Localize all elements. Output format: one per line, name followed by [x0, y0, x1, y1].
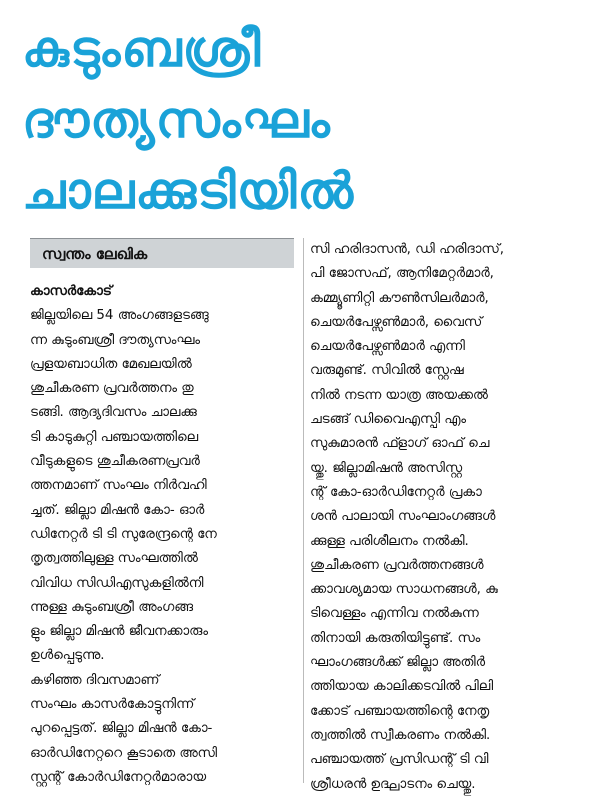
text-line: ചെയർപേഴ്സൺമാർ എന്നി: [310, 339, 465, 355]
text-line: ക്കാവശ്യമായ സാധനങ്ങൾ, കു: [310, 582, 498, 598]
article-column-left: [30, 238, 298, 790]
text-line: തിനായി കരുതിയിട്ടുണ്ട്. സം: [310, 630, 481, 646]
text-line: ത്വത്തിൽ സ്വീകരണം നൽകി.: [310, 727, 491, 743]
text-line: ചെയർപേഴ്സൺമാർ, വൈസ്: [310, 314, 483, 330]
text-line: ളും ജില്ലാ മിഷൻ ജീവനക്കാരും: [30, 624, 208, 640]
text-line: ന്നുള്ള കുടുംബശ്രീ അംഗങ്ങ: [30, 599, 193, 615]
byline: സ്വന്തം ലേഖിക: [30, 238, 294, 268]
headline-line-3: ചാലക്കുടിയിൽ: [22, 162, 355, 220]
article-column-right: [310, 238, 590, 797]
text-line: പുറപ്പെട്ടത്. ജില്ലാ മിഷൻ കോ-: [30, 721, 213, 737]
headline-line-1: കുടുംബശ്രീ: [22, 20, 262, 78]
column-divider: [303, 238, 304, 783]
text-line: ജില്ലയിലെ 54 അംഗങ്ങളടങ്ങു: [30, 308, 209, 324]
text-line: സംഘം കാസർകോട്ടുനിന്ന്: [30, 697, 195, 713]
text-line: വിവിധ സിഡിഎസുകളിൽനി: [30, 575, 204, 591]
text-line: ശുചീകരണ പ്രവർത്തനങ്ങൾ: [310, 557, 484, 573]
text-line: സ്റ്റന്റ് കോർഡിനേറ്റർമാരായ: [30, 769, 207, 785]
headline: [22, 14, 592, 227]
text-line: തൃത്വത്തിലുള്ള സംഘത്തിൽ: [30, 551, 198, 567]
left-column-text: [30, 304, 298, 790]
text-line: കഴിഞ്ഞ ദിവസമാണ്: [30, 672, 160, 688]
text-line: ടിവെള്ളം എന്നിവ നൽകുന്ന: [310, 606, 479, 622]
text-line: പി ജോസഫ്, ആനിമേറ്റർമാർ,: [310, 266, 494, 282]
right-column-text: [310, 238, 590, 797]
text-line: ക്കോട് പഞ്ചായത്തിന്റെ നേതൃ: [310, 703, 490, 719]
text-line: പ്രളയബാധിത മേഖലയിൽ: [30, 356, 192, 372]
text-line: ത്തനമാണ് സംഘം നിർവഹി: [30, 478, 207, 494]
text-line: ച്ചത്. ജില്ലാ മിഷൻ കോ- ഓർ: [30, 502, 205, 518]
text-line: ശുചീകരണ പ്രവർത്തനം തു: [30, 381, 194, 397]
text-line: ടി കാടുകുറ്റി പഞ്ചായത്തിലെ: [30, 429, 199, 445]
text-line: ശ്രീധരൻ ഉദ്ഘാടനം ചെയ്തു.: [310, 776, 476, 792]
text-line: ഘാംഗങ്ങൾക്ക് ജില്ലാ അതിർ: [310, 655, 485, 671]
text-line: യ്തു. ജില്ലാമിഷൻ അസിസ്റ്റ: [310, 460, 463, 476]
text-line: ശൻ പാലായി സംഘാംഗങ്ങൾ: [310, 509, 496, 525]
dateline: കാസർകോട്: [30, 284, 112, 299]
text-line: ഉൾപ്പെടുന്നു.: [30, 648, 105, 664]
text-line: ചടങ്ങ് ഡിവൈഎസ്പി എം: [310, 412, 466, 428]
text-line: വീടുകളുടെ ശുചീകരണപ്രവർ: [30, 454, 200, 470]
text-line: നിൽ നടന്ന യാത്ര അയക്കൽ: [310, 387, 488, 403]
text-line: ക്കുള്ള പരിശീലനം നൽകി.: [310, 533, 469, 549]
text-line: ടങ്ങി. ആദ്യദിവസം ചാലക്കു: [30, 405, 197, 421]
text-line: പഞ്ചായത്ത് പ്രസിഡന്റ് ടി വി: [310, 752, 489, 768]
headline-line-2: ദൗത്യസംഘം: [22, 91, 331, 149]
text-line: വരുമുണ്ട്. സിവിൽ സ്റ്റേഷ: [310, 363, 464, 379]
text-line: ഓർഡിനേറ്ററെ കൂടാതെ അസി: [30, 745, 218, 761]
text-line: ഡിനേറ്റർ ടി ടി സുരേന്ദ്രന്റെ നേ: [30, 526, 217, 542]
text-line: ന്ന കുടുംബശ്രീ ദൗത്യസംഘം: [30, 332, 201, 348]
text-line: ത്തിയായ കാലിക്കടവിൽ പിലി: [310, 679, 494, 695]
text-line: ന്റ് കോ-ഓർഡിനേറ്റർ പ്രകാ: [310, 484, 482, 500]
text-line: കമ്മ്യൂണിറ്റി കൗൺസിലർമാർ,: [310, 290, 489, 306]
text-line: സി ഹരിദാസൻ, ഡി ഹരിദാസ്,: [310, 242, 505, 257]
text-line: സുകുമാരൻ ഫ്ളാഗ് ഓഫ് ചെ: [310, 436, 490, 452]
